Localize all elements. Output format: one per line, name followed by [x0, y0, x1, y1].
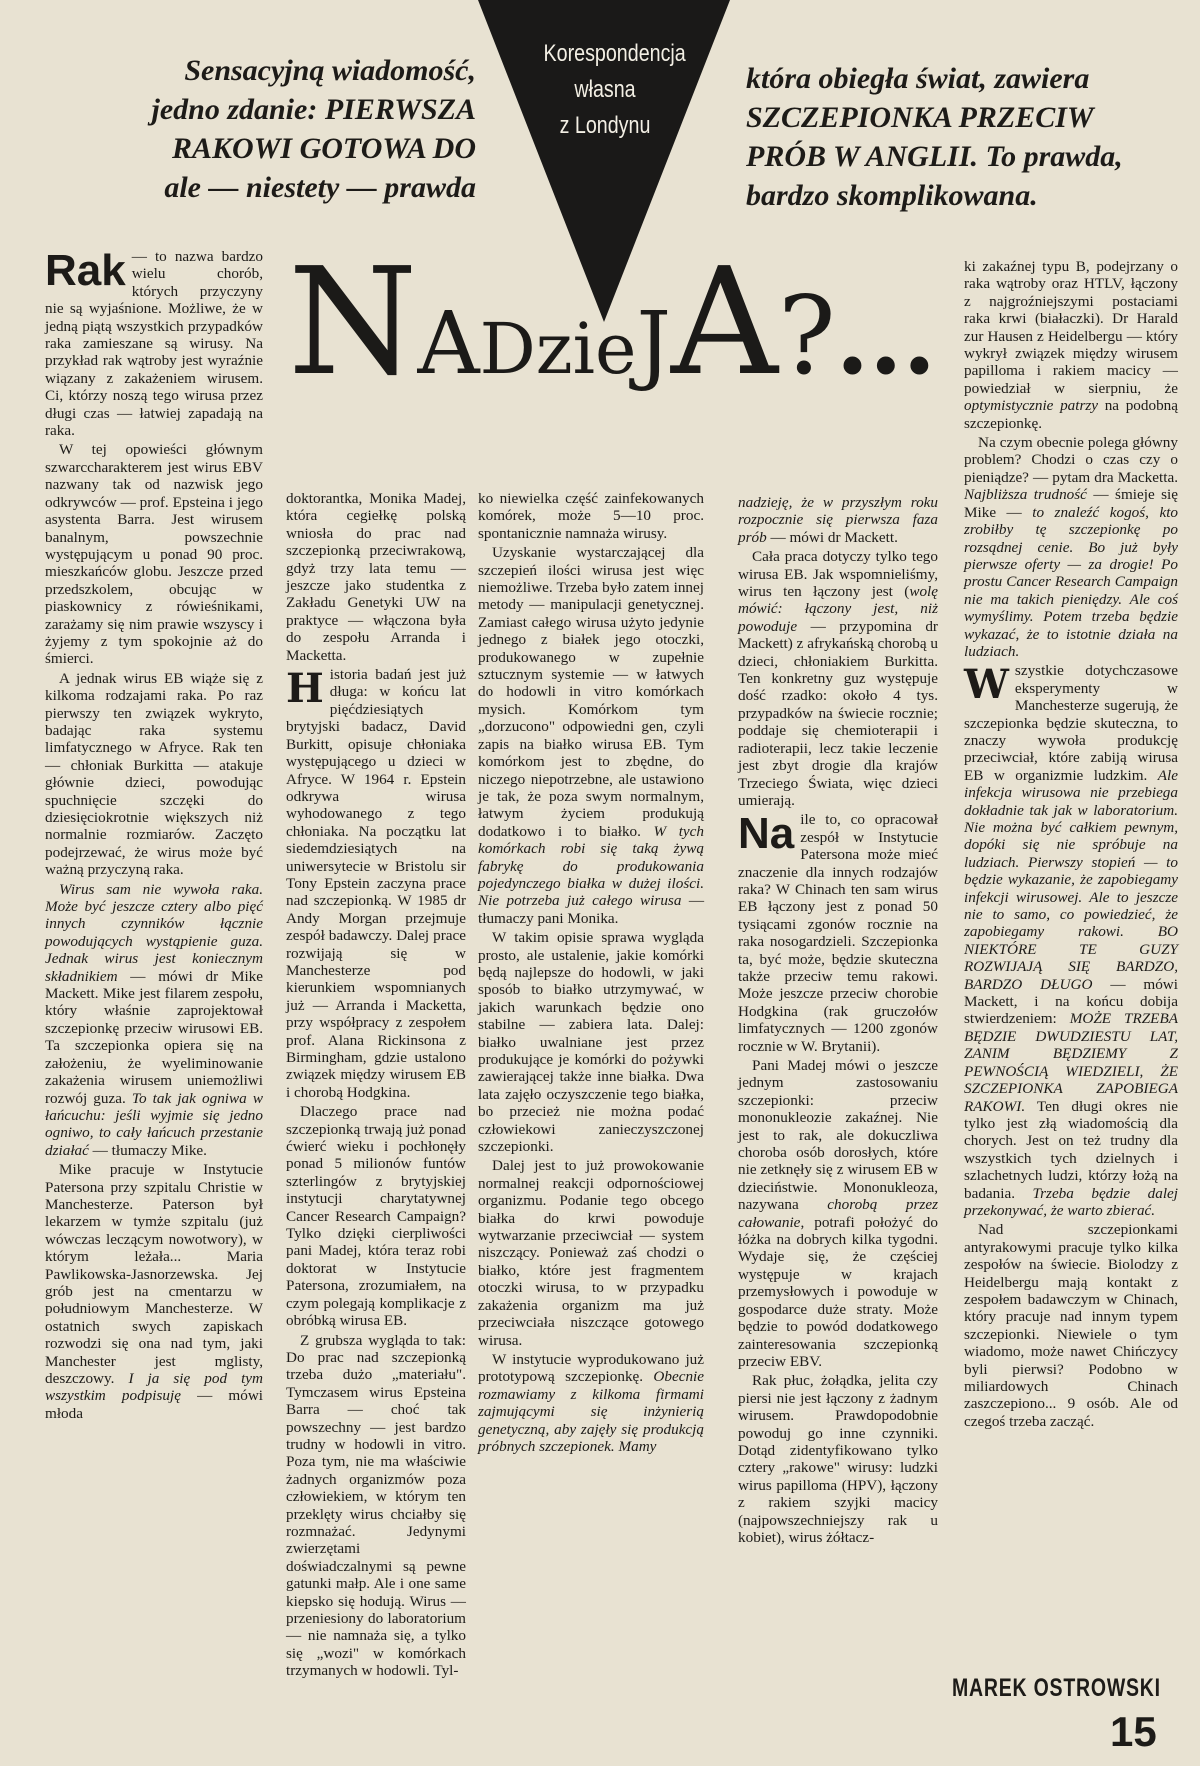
paragraph: [964, 434, 1178, 660]
text: Na czym obecnie polega główny problem? Chodzi o czas czy o pieniądze? — pytam dra Macketta.: [964, 434, 1178, 486]
paragraph: A jednak wirus EB wiąże się z kilkoma rodzajami raka. Po raz pierwszy ten związek wykryto, badając raka systemu limfatycznego w Afryce. Rak ten — chłoniak Burkitta — atakuje głównie dzieci, powodując spuchnięcie szczęki do dziesięciokrotnie większych niż normalnie rozmiarów. Zaczęto podejrzewać, że wirus może być ważną przyczyną raka.: [45, 669, 263, 879]
intro-left-line: ale — niestety — prawda: [164, 171, 476, 204]
text: ki zakaźnej typu B, podejrzany o raka wątroby oraz HTLV, łączony z najgroźniejszymi postaciami raka krwi (białaczki). Dr Harald zur Hausen z Heidelbergu — który wykrył związek między wirusem papilloma i rakiem macicy — powiedział w sierpniu, że: [964, 258, 1178, 397]
headline-question-mark: ?: [777, 274, 836, 399]
text: istoria badań jest już długa: w końcu lat pięćdziesiątych brytyjski badacz, David Burkitt, opisuje chłoniaka występującego u dzieci w Afryce. W 1964 r. Epstein odkrywa wirusa wyhodowanego z tego chłoniaka. Na początku lat siedemdziesiątych na uniwersytecie w Bristolu sir Tony Epstein zaczyna prace nad szczepionką. W 1985 dr Andy Morgan przejmuje zespół badawczy. Dalej prace rozwijają się w Manchesterze pod kierunkiem wspomnianych już — Arranda i Macketta, przy współpracy z zespołem prof. Alana Rickinsona z Birmingham, gdzie ustalono związek między wirusem EB i chorobą Hodgkina.: [286, 666, 466, 1101]
article-column-2: [286, 490, 466, 1682]
drop-cap: Na: [738, 809, 795, 859]
text: Ten długi okres nie tylko jest złą wiadomością dla chorych. Jest on też trudny dla wszystkich tych dzielnych i szlachetnych ludzi, którzy łożą na badania.: [964, 1097, 1178, 1202]
drop-cap: W: [964, 661, 1009, 709]
headline-ellipsis: ...: [835, 283, 936, 396]
text: — mówi dr Mackett.: [770, 528, 898, 546]
headline-letter: J: [636, 294, 671, 394]
intro-left-line: jedno zdanie: PIERWSZA: [151, 93, 476, 126]
author-byline: MAREK OSTROWSKI: [952, 1674, 1161, 1702]
quote: wolę mówić: łączony jest, niż powoduje: [738, 583, 938, 635]
paragraph: [45, 881, 263, 1160]
quote: Najbliższa trudność: [964, 486, 1087, 504]
correspondent-label: [543, 36, 686, 144]
quote: Obecnie rozmawiamy z kilkoma firmami zajmującymi się inżynierią genetyczną, aby zajęły się produkcją próbnych szczepionek. Mamy: [478, 1368, 705, 1455]
quote: I ja się pod tym wszystkim podpisuję: [45, 1370, 264, 1405]
text: — mówi młoda: [45, 1387, 264, 1422]
headline: [288, 236, 936, 408]
article-column-3: [478, 490, 704, 1457]
text: — to nazwa bardzo wielu chorób, których przyczyny nie są wyjaśnione. Możliwe, że w jedną piątą wszystkich przypadków raka zamieszane są wirusy. Na przykład rak wątroby jest wyraźnie wiązany z zakażeniem wirusem. Ci, którzy noszą tego wirusa przez długi czas — łatwiej zapadają na raka.: [45, 248, 263, 440]
intro-left-line: Sensacyjną wiadomość,: [184, 54, 476, 87]
quote: To tak jak ogniwa w łańcuchu: jeśli wyjmie się jedno ogniwo, to cały łańcuch przestanie działać: [45, 1089, 263, 1159]
intro-right-line: która obiegła świat, zawiera: [746, 62, 1090, 95]
quote: chorobą przez całowanie: [738, 1196, 938, 1231]
quote: MOŻE TRZEBA BĘDZIE DWUDZIESTU LAT, ZANIM BĘDZIEMY Z PEWNOŚCIĄ WIEDZIELI, ŻE SZCZEPIONKA ZAPOBIEGA RAKOWI.: [964, 1010, 1178, 1115]
text: Uzyskanie wystarczającej dla szczepień ilości wirusa jest więc niemożliwe. Trzeba było zatem innej metody — manipulacji genetycznej. Zamiast całego wirusa użyto jedynie jednego z białek jego otoczki, produkowanego w zupełnie sztucznym systemie — w łatwych do hodowli in vitro komórkach mysich. Komórkom tym „dorzucono" odpowiedni gen, czyli zapis na białko wirusa EB. Tym komórkom jest to zbędne, do niczego niepotrzebne, ale ustawiono je tak, że poza swym normalnym, łatwym życiem produkują dodatkowo i to białko.: [478, 544, 704, 840]
text: Cała praca dotyczy tylko tego wirusa EB. Jak wspomnieliśmy, wirus ten łączony jest (: [738, 548, 938, 601]
intro-right: [746, 59, 1123, 215]
text: ile to, co opracował zespół w Instytucie Patersona może mieć znaczenie dla innych rodzajów raka? W Chinach ten sam wirus EB łączony jest z ponad 50 tysiącami zgonów rocznie na raka nosogardzieli. Szczepionka ta, być może, będzie skuteczna także przeciw temu rakowi. Może jeszcze przeciw chorobie Hodgkina (rak gruczołów limfatycznych — 1200 zgonów rocznie w W. Brytanii).: [738, 811, 938, 1055]
paragraph: [964, 258, 1178, 432]
headline-letter: Dz: [479, 308, 573, 390]
paragraph: [478, 1351, 704, 1455]
page-number: 15: [1110, 1708, 1157, 1755]
headline-letter: A: [417, 294, 480, 394]
paragraph: [738, 548, 938, 809]
text: Pani Madej mówi o jeszcze jednym zastosowaniu szczepionki: przeciw mononukleozie zakaźnej. Nie jest to rak, ale dokuczliwa choroba osób dorosłych, które nie zetknęły się z wirusem EB w dzieciństwie. Mononukleoza, nazywana: [738, 1057, 938, 1214]
intro-left-line: RAKOWI GOTOWA DO: [172, 132, 476, 165]
article-column-5: [964, 258, 1178, 1432]
paragraph: [478, 544, 704, 927]
paragraph: doktorantka, Monika Madej, która cegiełkę polską wniosła do prac nad szczepionką przeciwrakową, gdyż trzy lata temu — jeszcze jako studentka z Zakładu Genetyki UW na praktyce — włączona była do zespołu Arranda i Macketta.: [286, 490, 466, 664]
correspondent-line: z Londynu: [559, 112, 651, 139]
text: — mówi dr Mike Mackett. Mike jest filarem zespołu, który właśnie zaprojektował szczepionkę przeciw wirusowi EB. Ta szczepionka opiera się na założeniu, że wyeliminowanie zakażenia wirusem uniemożliwi rozwój guza.: [45, 967, 264, 1107]
text: Mike pracuje w Instytucie Patersona przy szpitalu Christie w Manchesterze. Paterson był lekarzem w tymże szpitalu (już wówczas leczącym nowotwory), w którym leżała... Maria Pawlikowska-Jasnorzewska. Jej grób jest na cmentarzu w południowym Manchesterze. W ostatnich swych zapiskach rozwodzi się ona nad tym, jaki Manchester jest mglisty, deszczowy.: [45, 1161, 263, 1387]
quote: Trzeba będzie dalej przekonywać, że warto zbierać.: [964, 1184, 1178, 1219]
paragraph: W takim opisie sprawa wygląda prosto, ale ustalenie, jakie komórki będą najlepsze do hodowli, w jaki sposób to białko utrzymywać, w jakich warunkach będzie ono stabilne — zabiera lata. Dalej: białko uwalniane jest przez produkujące je komórki do pożywki zawierającej także inne białka. Dwa lata zajęło oczyszczenie tego białka, bo przecież nie można podać człowiekowi zanieczyszczonej szczepionki.: [478, 929, 704, 1156]
paragraph: Rak płuc, żołądka, jelita czy piersi nie jest łączony z żadnym wirusem. Prawdopodobnie powoduj go inne czynniki. Dotąd zidentyfikowano tylko cztery „rakowe" wirusy: ludzki wirus papilloma (HPV), łączony z rakiem szyjki macicy (najpowszechniejszy rak u kobiet), wirus żółtacz-: [738, 1372, 938, 1546]
text: — śmieje się Mike —: [964, 486, 1179, 521]
quote: W tych komórkach robi się taką żywą fabrykę do produkowania pojedynczego białka w dużej ilości. Nie potrzeba już całego wirusa: [478, 822, 704, 910]
text: — przypomina dr Mackett) z afrykańską chorobą u dzieci, chłoniakiem Burkitta. Ten konkretny guz występuje dość rzadko: około 4 tys. przypadków na świecie rocznie; poddaje się chemioterapii i radioterapii, lecz takie leczenie jest zbyt drogie dla krajów Trzeciego Świata, więc dzieci umierają.: [738, 617, 938, 809]
text: W instytucie wyprodukowano już prototypową szczepionkę.: [478, 1350, 704, 1386]
quote: nadzieję, że w przyszłym roku rozpocznie się pierwsza faza prób: [738, 494, 938, 546]
paragraph: [45, 1161, 263, 1422]
paragraph: [45, 248, 263, 439]
paragraph: Dalej jest to już prowokowanie normalnej reakcji odpornościowej organizmu. Podanie tego obcego białka do krwi powoduje wytwarzanie przeciwciał — system niszczący. Ponieważ zaś chodzi o białko, które jest fragmentem otoczki wirusa, to w przypadku zakażenia organizm ma już przeciwciała niszczące gotowego wirusa.: [478, 1157, 704, 1349]
paragraph: [286, 666, 466, 1101]
quote: Ale infekcja wirusowa nie przebiega dokładnie tak jak w laboratorium. Nie można być całkiem pewnym, dopóki się nie spróbuje na ludziach. Pierwszy stopień — to będzie wykazanie, że zapobiegamy infekcji wirusowej. Ale to jeszcze nie to samo, co powiedzieć, że zapobiegamy rakowi. BO NIEKTÓRE TE GUZY ROZWIJAJĄ SIĘ BARDZO, BARDZO DŁUGO: [964, 766, 1178, 993]
text: — mówi Mackett, i na końcu dobija stwierdzeniem:: [964, 975, 1178, 1028]
text: — tłumaczy Mike.: [92, 1141, 207, 1159]
text: na podobną szczepionkę.: [964, 397, 1178, 432]
paragraph: ko niewielka część zainfekowanych komórek, może 5—10 proc. spontanicznie namnaża wirusy.: [478, 490, 704, 542]
paragraph: [738, 494, 938, 546]
paragraph: Nad szczepionkami antyrakowymi pracuje tylko kilka zespołów na świecie. Biolodzy z Heidelbergu mają kontakt z zespołem badawczym w Chinach, który pracuje nad innym typem szczepionki. Niewiele o tym wiadomo, może nawet Chińczycy byli pierwsi? Podobno w miliardowych Chinach zaszczepiono... 9 osób. Ale od czegoś trzeba zacząć.: [964, 1221, 1178, 1430]
article-column-1: [45, 248, 263, 1424]
paragraph: [738, 1057, 938, 1370]
paragraph: Dlaczego prace nad szczepionką trwają już ponad ćwierć wieku i pochłonęły ponad 5 milionów funtów szterlingów z brytyjskiej instytucji charytatywnej Cancer Research Campaign? Tylko dzięki cierpliwości pani Madej, która teraz robi doktorat w Instytucie Patersona, zrozumiałem, na czym polegają komplikacje z obróbką wirusa EB.: [286, 1103, 466, 1330]
text: szystkie dotychczasowe eksperymenty w Manchesterze sugerują, że szczepionka będzie skuteczna, to znaczy wywoła produkcję przeciwciał, które zabiją wirusa EB w organizmie ludzkim.: [964, 662, 1178, 784]
headline-letter: A: [670, 236, 778, 408]
drop-cap: Rak: [45, 246, 126, 295]
correspondent-line: Korespondencja: [543, 40, 686, 67]
article-column-4: [738, 494, 938, 1548]
paragraph: [738, 811, 938, 1055]
intro-right-line: SZCZEPIONKA PRZECIW: [746, 101, 1094, 134]
quote: to znaleźć kogoś, kto zrobiłby tę szczepionkę po rozsądnej cenie. Bo już były pierwsze oferty — za drogie! Po prostu Cancer Research Campaign nie ma takich pieniędzy. Ale coś wymyślimy. Potem trzeba będzie wykazać, że to istotnie działa na ludziach.: [964, 503, 1179, 660]
intro-left: [151, 51, 476, 207]
paragraph: [964, 662, 1178, 1219]
quote: optymistycznie patrzy: [964, 397, 1099, 415]
correspondent-line: własna: [574, 76, 636, 103]
headline-letter: N: [288, 236, 418, 408]
intro-right-line: PRÓB W ANGLII. To prawda,: [746, 140, 1123, 173]
text: — tłumaczy pani Monika.: [478, 892, 705, 927]
paragraph: W tej opowieści głównym szwarccharakterem jest wirus EBV nazwany tak od nazwisk jego odkrywców — prof. Epsteina i jego asystenta Barra. Jest wirusem banalnym, powszechnie występującym u ponad 90 proc. mieszkańców globu. Jeszcze przed przedszkolem, obcując w piaskownicy z rówieśnikami, zarażamy się nim prawie wszyscy i żyjemy z tym spokojnie aż do śmierci.: [45, 441, 263, 668]
headline-letter: ie: [572, 308, 637, 390]
text: , potrafi położyć do łóżka na dobrych kilka tygodni. Wydaje się, że częściej występuje w krajach przemysłowych i powoduje w gospodarce duże straty. Może będzie to powód dodatkowego zainteresowania szczepionką przeciw EBV.: [738, 1213, 938, 1370]
drop-cap: H: [286, 665, 324, 713]
intro-right-line: bardzo skomplikowana.: [746, 179, 1038, 212]
quote: Wirus sam nie wywoła raka. Może być jeszcze cztery albo pięć innych czynników łącznie powodujących wystąpienie guza. Jednak wirus jest koniecznym składnikiem: [45, 880, 263, 985]
paragraph: Z grubsza wygląda to tak: Do prac nad szczepionką trzeba dużo „materiału". Tymczasem wirus Epsteina Barra — choć tak powszechny — jest bardzo trudny w hodowli in vitro. Poza tym, nie ma właściwie żadnych organizmów poza człowiekiem, w którym ten przeklęty wirus chciałby się rozmnażać. Jedynymi zwierzętami doświadczalnymi są pewne gatunki małp. Ale i one same kiepsko się hodują. Wirus — przeniesiony do laboratorium — nie namnaża się, a tylko się „wozi" w komórkach trzymanych w hodowli. Tyl-: [286, 1331, 466, 1680]
